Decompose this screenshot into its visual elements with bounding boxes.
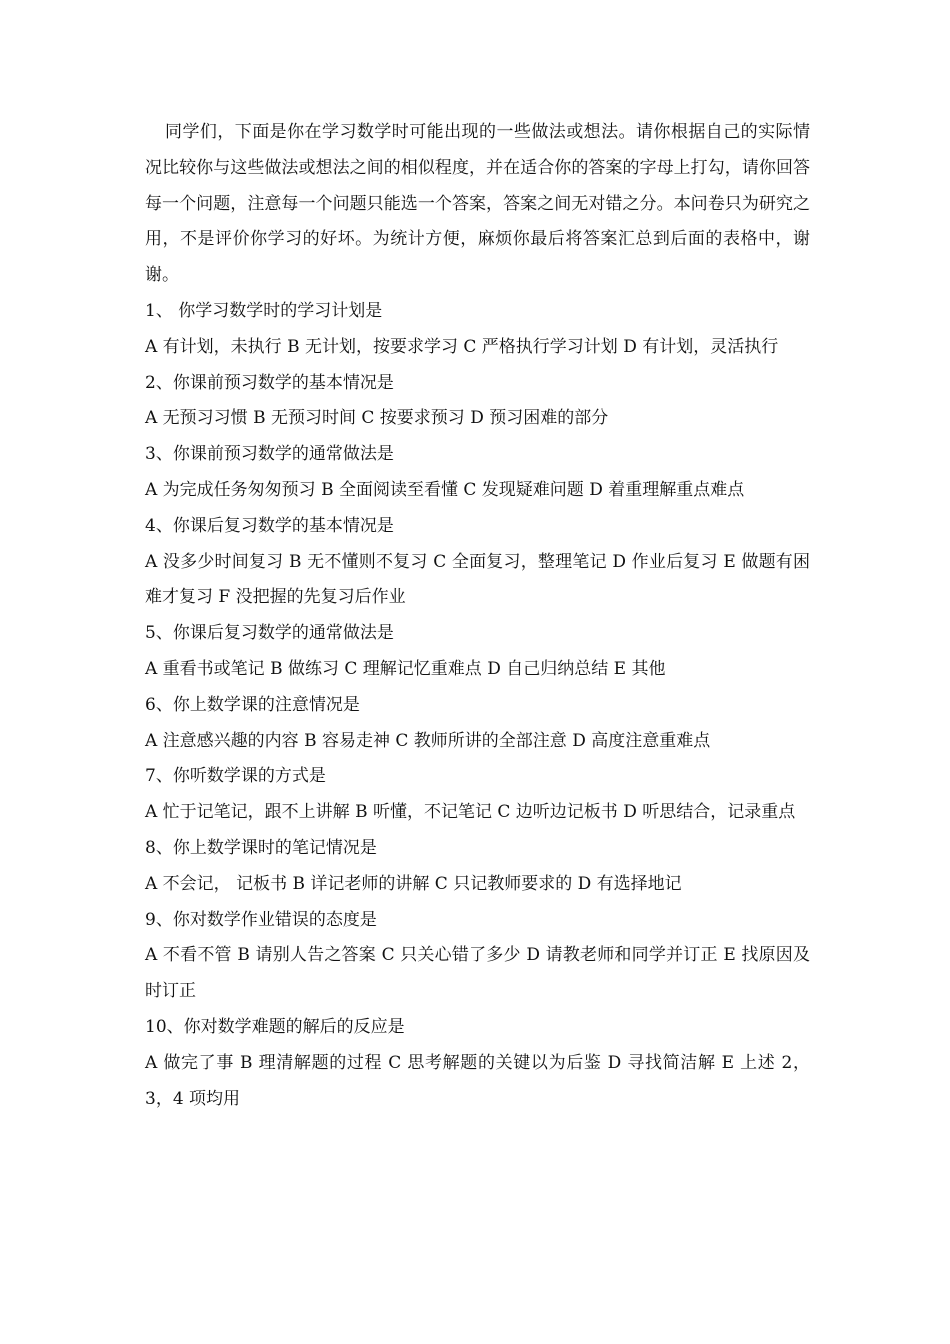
question-5: 5、你课后复习数学的通常做法是 xyxy=(145,623,394,644)
question-3-options: A 为完成任务匆匆预习 B 全面阅读至看懂 C 发现疑难问题 D 着重理解重点难点 xyxy=(145,479,745,500)
question-3: 3、你课前预习数学的通常做法是 xyxy=(145,444,394,465)
question-8-options: A 不会记， 记板书 B 详记老师的讲解 C 只记教师要求的 D 有选择地记 xyxy=(145,873,682,894)
question-8: 8、你上数学课时的笔记情况是 xyxy=(145,837,377,858)
document-page xyxy=(145,115,810,1117)
question-4-options: A 没多少时间复习 B 无不懂则不复习 C 全面复习，整理笔记 D 作业后复习 E 做题有困难才复习 F 没把握的先复习后作业 xyxy=(145,551,810,608)
question-1-options: A 有计划，未执行 B 无计划，按要求学习 C 严格执行学习计划 D 有计划，灵活执行 xyxy=(145,336,779,357)
question-7-options: A 忙于记笔记，跟不上讲解 B 听懂，不记笔记 C 边听边记板书 D 听思结合，记录重点 xyxy=(145,802,796,823)
question-4: 4、你课后复习数学的基本情况是 xyxy=(145,515,394,536)
question-2-options: A 无预习习惯 B 无预习时间 C 按要求预习 D 预习困难的部分 xyxy=(145,408,609,429)
question-10: 10、你对数学难题的解后的反应是 xyxy=(145,1016,405,1037)
question-9-options: A 不看不管 B 请别人告之答案 C 只关心错了多少 D 请教老师和同学并订正 E 找原因及时订正 xyxy=(145,945,810,1002)
question-10-options: A 做完了事 B 理清解题的过程 C 思考解题的关键以为后鉴 D 寻找简洁解 E 上述 2，3，4 项均用 xyxy=(145,1052,810,1109)
question-6-options: A 注意感兴趣的内容 B 容易走神 C 教师所讲的全部注意 D 高度注意重难点 xyxy=(145,730,711,751)
intro-paragraph: 同学们，下面是你在学习数学时可能出现的一些做法或想法。请你根据自己的实际情况比较你与这些做法或想法之间的相似程度，并在适合你的答案的字母上打勾，请你回答每一个问题，注意每一个问题只能选一个答案，答案之间无对错之分。本问卷只为研究之用，不是评价你学习的好坏。为统计方便，麻烦你最后将答案汇总到后面的表格中，谢谢。 xyxy=(145,122,810,286)
question-5-options: A 重看书或笔记 B 做练习 C 理解记忆重难点 D 自己归纳总结 E 其他 xyxy=(145,658,666,679)
question-9: 9、你对数学作业错误的态度是 xyxy=(145,909,377,930)
question-1: 1、 你学习数学时的学习计划是 xyxy=(145,300,383,321)
question-2: 2、你课前预习数学的基本情况是 xyxy=(145,372,394,393)
question-6: 6、你上数学课的注意情况是 xyxy=(145,694,360,715)
question-7: 7、你听数学课的方式是 xyxy=(145,766,326,787)
